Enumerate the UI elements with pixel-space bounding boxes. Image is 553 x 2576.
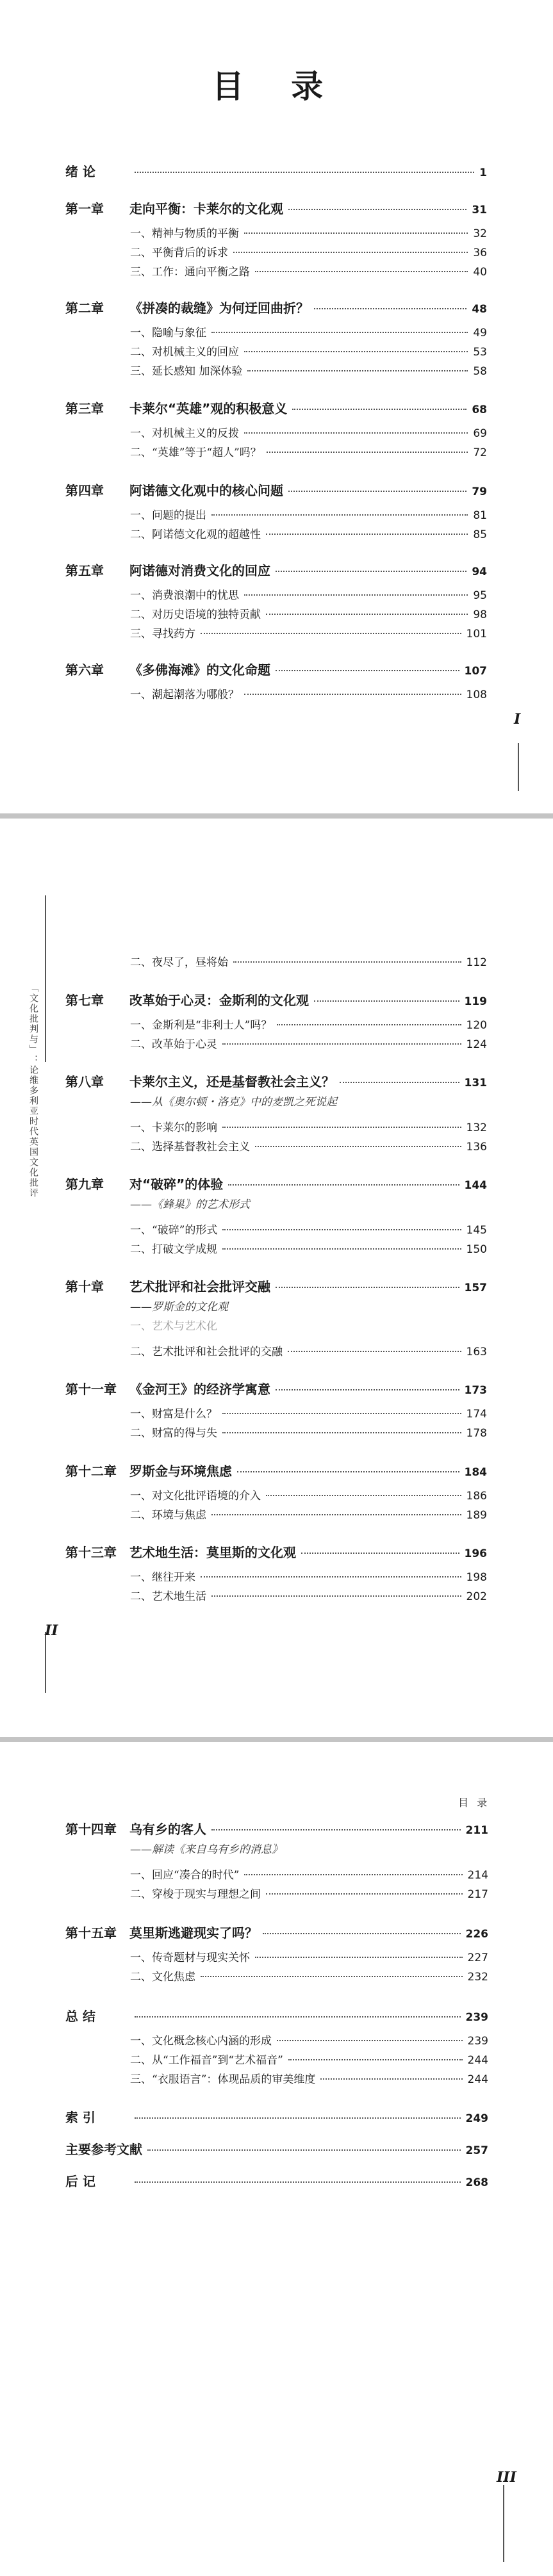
entry-label: 一、精神与物质的平衡: [130, 227, 239, 240]
page-number: 232: [467, 1971, 488, 1984]
entry-label: [65, 1923, 258, 1941]
entry-label: 一、传奇题材与现实关怀: [130, 1952, 250, 1964]
chapter-title: 莫里斯逃避现实了吗？: [129, 1925, 258, 1941]
leader-dots: [314, 308, 466, 309]
leader-dots: [233, 252, 468, 253]
page-number: 157: [464, 1282, 487, 1294]
series-side-text: 「文化批判与」：论维多利亚时代英国文化批评: [28, 983, 38, 1198]
chapter-title: 《金河王》的经济学寓意: [129, 1382, 270, 1397]
toc-section-entry[interactable]: [130, 1118, 487, 1134]
leader-dots: [255, 271, 468, 272]
entry-label: 二、从“工作福音”到“艺术福音”: [130, 2054, 283, 2067]
entry-label: [65, 199, 283, 217]
chapter-number: 第十三章: [65, 1545, 117, 1560]
page-number: 144: [464, 1179, 487, 1192]
page-number: 186: [466, 1490, 487, 1503]
page-number: 131: [464, 1077, 487, 1089]
toc-section-entry[interactable]: [130, 1221, 487, 1237]
toc-section-entry[interactable]: [130, 243, 487, 259]
leader-dots: [266, 614, 468, 615]
margin-rule: [503, 2485, 504, 2562]
toc-section-entry[interactable]: [130, 506, 487, 522]
leader-dots: [320, 2078, 462, 2080]
page-number: 32: [473, 227, 487, 240]
toc-section-entry[interactable]: [130, 953, 487, 969]
entry-label: [65, 2139, 142, 2158]
chapter-number: 第七章: [65, 993, 104, 1008]
entry-label: [65, 660, 270, 678]
margin-rule: [45, 1632, 46, 1693]
leader-dots: [244, 594, 468, 596]
entry-label: 二、环境与焦虑: [130, 1509, 206, 1522]
chapter-title: 阿诺德文化观中的核心问题: [129, 483, 283, 498]
toc-section-entry[interactable]: [130, 2032, 488, 2048]
leader-dots: [314, 1000, 459, 1002]
toc-section-entry[interactable]: [130, 1866, 488, 1882]
entry-label: 一、对机械主义的反拨: [130, 427, 239, 440]
chapter-number: 第十二章: [65, 1463, 117, 1479]
ghost-line: 一、艺术与艺术化: [130, 1320, 217, 1333]
leader-dots: [135, 2117, 461, 2119]
toc-section-entry[interactable]: [130, 1137, 487, 1153]
page-number: 244: [467, 2073, 488, 2086]
toc-chapter-entry[interactable]: [65, 298, 487, 316]
toc-subtitle: ——从《奥尔顿・洛克》中的麦凯之死说起: [130, 1096, 337, 1109]
page-number: 174: [466, 1408, 487, 1421]
running-head: 目 录: [458, 1797, 490, 1809]
entry-label: [65, 1276, 270, 1295]
toc-section-entry[interactable]: [130, 1424, 487, 1440]
chapter-title: 改革始于心灵：金斯利的文化观: [129, 993, 309, 1008]
margin-rule: [45, 895, 46, 1062]
toc-chapter-entry[interactable]: [65, 1819, 488, 1838]
entry-label: 一、卡莱尔的影响: [130, 1121, 217, 1134]
chapter-number: 主要参考文献: [65, 2142, 142, 2157]
leader-dots: [222, 1432, 461, 1433]
margin-rule: [518, 743, 519, 791]
entry-label: [65, 560, 270, 579]
page-number: 244: [467, 2054, 488, 2067]
entry-label: 一、隐喻与象征: [130, 327, 206, 339]
leader-dots: [222, 1127, 461, 1128]
page-number: 257: [465, 2144, 488, 2157]
page-number: 94: [472, 566, 487, 578]
toc-page-1: [0, 0, 553, 810]
entry-label: [65, 1819, 206, 1838]
toc-chapter-entry[interactable]: [65, 199, 487, 217]
entry-label: [65, 2107, 129, 2126]
toc-chapter-entry[interactable]: [65, 1379, 487, 1398]
entry-label: 二、选择基督教社会主义: [130, 1141, 250, 1153]
entry-label: 一、金斯利是“非利士人”吗？: [130, 1019, 272, 1032]
leader-dots: [237, 1471, 459, 1472]
chapter-title: 阿诺德对消费文化的回应: [129, 563, 270, 578]
toc-section-entry[interactable]: [130, 1948, 488, 1964]
chapter-number: 后 记: [65, 2174, 95, 2189]
chapter-title: 乌有乡的客人: [129, 1822, 206, 1837]
entry-label: 二、穿梭于现实与理想之间: [130, 1888, 261, 1901]
entry-label: [65, 298, 309, 316]
page-number: 178: [466, 1427, 487, 1440]
toc-section-entry[interactable]: [130, 224, 487, 240]
page-number: 226: [465, 1928, 488, 1941]
toc-subtitle: ——罗斯金的文化观: [130, 1301, 228, 1314]
page-number: 124: [466, 1038, 487, 1051]
leader-dots: [267, 452, 468, 453]
entry-label: 三、延长感知 加深体验: [130, 365, 243, 378]
chapter-title: 艺术地生活：莫里斯的文化观: [129, 1545, 296, 1560]
chapter-title: 艺术批评和社会批评交融: [129, 1279, 270, 1294]
page-number: 69: [473, 427, 487, 440]
leader-dots: [211, 332, 468, 333]
leader-dots: [222, 1043, 461, 1045]
page-number: 85: [473, 528, 487, 541]
chapter-title: 卡莱尔“英雄”观的积极意义: [129, 401, 288, 416]
page-number: 112: [466, 956, 487, 969]
toc-chapter-entry[interactable]: [65, 2006, 488, 2025]
leader-dots: [266, 1495, 461, 1496]
leader-dots: [277, 2040, 463, 2041]
page-separator: [0, 1737, 553, 1742]
entry-label: 二、文化焦虑: [130, 1971, 195, 1984]
toc-section-entry[interactable]: [130, 1240, 487, 1256]
leader-dots: [222, 1248, 461, 1250]
toc-page-3: [0, 1742, 553, 2576]
toc-chapter-entry[interactable]: [65, 660, 487, 678]
chapter-number: 第三章: [65, 401, 104, 416]
toc-section-entry[interactable]: [130, 1487, 487, 1503]
entry-label: 一、继往开来: [130, 1571, 195, 1584]
leader-dots: [244, 694, 461, 695]
leader-dots: [233, 961, 461, 963]
leader-dots: [247, 370, 468, 371]
toc-chapter-entry[interactable]: [65, 2107, 488, 2126]
toc-section-entry[interactable]: [130, 605, 487, 621]
chapter-number: 第十一章: [65, 1382, 117, 1397]
page-number: 48: [472, 303, 487, 316]
entry-label: 二、艺术地生活: [130, 1590, 206, 1603]
leader-dots: [211, 1595, 461, 1597]
toc-section-entry[interactable]: [130, 1968, 488, 1984]
page-number: 184: [464, 1466, 487, 1479]
toc-section-entry[interactable]: [130, 1016, 487, 1032]
toc-section-entry[interactable]: [130, 2070, 488, 2086]
page-number: 119: [464, 995, 487, 1008]
page-number: 81: [473, 509, 487, 522]
leader-dots: [135, 172, 474, 173]
entry-label: [65, 161, 129, 180]
leader-dots: [244, 1874, 462, 1875]
page-number: 202: [466, 1590, 487, 1603]
page-separator: [0, 813, 553, 819]
page-number: 72: [473, 446, 487, 459]
folio-1: I: [514, 711, 521, 728]
page-title: 目 录: [211, 68, 342, 105]
chapter-number: 第九章: [65, 1177, 104, 1192]
entry-label: 二、对历史语境的独特贡献: [130, 608, 261, 621]
leader-dots: [292, 409, 466, 410]
page-number: 120: [466, 1019, 487, 1032]
leader-dots: [135, 2016, 461, 2018]
entry-label: 二、夜尽了，昼将始: [130, 956, 228, 969]
entry-label: 二、改革始于心灵: [130, 1038, 217, 1051]
toc-section-entry[interactable]: [130, 343, 487, 359]
toc-section-entry[interactable]: [130, 263, 487, 279]
toc-subtitle: ——解读《来自乌有乡的消息》: [130, 1843, 283, 1856]
toc-section-entry[interactable]: [130, 1035, 487, 1051]
leader-dots: [244, 351, 468, 352]
page-number: 36: [473, 247, 487, 259]
page-number: 107: [464, 665, 487, 678]
page-number: 150: [466, 1243, 487, 1256]
toc-chapter-entry[interactable]: [65, 2139, 488, 2158]
toc-section-entry[interactable]: [130, 624, 487, 640]
page-number: 49: [473, 327, 487, 339]
entry-label: 二、财富的得与失: [130, 1427, 217, 1440]
page-number: 239: [467, 2035, 488, 2048]
toc-chapter-entry[interactable]: [65, 560, 487, 579]
page-number: 145: [466, 1224, 487, 1237]
page-number: 53: [473, 346, 487, 359]
leader-dots: [266, 1893, 463, 1895]
leader-dots: [222, 1413, 461, 1414]
leader-dots: [211, 1829, 461, 1830]
entry-label: [65, 1379, 270, 1398]
leader-dots: [288, 209, 466, 210]
chapter-title: 走向平衡：卡莱尔的文化观: [129, 201, 283, 216]
page-number: 1: [479, 167, 487, 179]
entry-label: 二、“英雄”等于“超人”吗？: [130, 446, 261, 459]
leader-dots: [276, 1389, 459, 1390]
leader-dots: [147, 2149, 461, 2151]
toc-chapter-entry[interactable]: [65, 2171, 488, 2190]
toc-chapter-entry[interactable]: [65, 480, 487, 499]
leader-dots: [277, 1024, 461, 1025]
leader-dots: [255, 1957, 463, 1958]
toc-chapter-entry[interactable]: [65, 161, 487, 180]
page-number: 132: [466, 1121, 487, 1134]
toc-chapter-entry[interactable]: [65, 1276, 487, 1295]
toc-section-entry[interactable]: [130, 1568, 487, 1584]
entry-label: 三、“衣服语言”：体现品质的审美维度: [130, 2073, 316, 2086]
toc-section-entry[interactable]: [130, 1587, 487, 1603]
page-number: 268: [465, 2176, 488, 2189]
toc-chapter-entry[interactable]: [65, 1542, 487, 1561]
chapter-title: 罗斯金与环境焦虑: [129, 1463, 232, 1479]
toc-section-entry[interactable]: [130, 1506, 487, 1522]
entry-label: 三、工作：通向平衡之路: [130, 266, 250, 279]
entry-label: 三、寻找药方: [130, 628, 195, 640]
entry-label: [65, 480, 283, 499]
page-number: 227: [467, 1952, 488, 1964]
entry-label: 一、财富是什么？: [130, 1408, 217, 1421]
toc-section-entry[interactable]: [130, 586, 487, 602]
toc-chapter-entry[interactable]: [65, 1461, 487, 1480]
leader-dots: [228, 1184, 459, 1186]
toc-chapter-entry[interactable]: [65, 1072, 487, 1090]
page-number: 163: [466, 1346, 487, 1358]
page-number: 217: [467, 1888, 488, 1901]
toc-section-entry[interactable]: [130, 362, 487, 378]
chapter-number: 绪 论: [65, 164, 95, 179]
toc-chapter-entry[interactable]: [65, 1174, 487, 1193]
page-number: 173: [464, 1384, 487, 1397]
page-number: 98: [473, 608, 487, 621]
page-number: 58: [473, 365, 487, 378]
toc-section-entry[interactable]: [130, 1885, 488, 1901]
toc-section-entry[interactable]: [130, 1342, 487, 1358]
toc-chapter-entry[interactable]: [65, 1923, 488, 1941]
leader-dots: [201, 1576, 461, 1577]
entry-label: [65, 2006, 129, 2025]
chapter-title: 卡莱尔主义，还是基督教社会主义？: [129, 1074, 334, 1089]
chapter-title: 《多佛海滩》的文化命题: [129, 662, 270, 678]
entry-label: 一、文化概念核心内涵的形成: [130, 2035, 272, 2048]
entry-label: 一、潮起潮落为哪般？: [130, 689, 239, 701]
leader-dots: [244, 432, 468, 434]
page-number: 198: [466, 1571, 487, 1584]
toc-chapter-entry[interactable]: [65, 990, 487, 1009]
entry-label: 二、平衡背后的诉求: [130, 247, 228, 259]
page-number: 136: [466, 1141, 487, 1153]
page-number: 31: [472, 204, 487, 216]
chapter-number: 第十四章: [65, 1822, 117, 1837]
toc-section-entry[interactable]: [130, 525, 487, 541]
toc-subtitle: ——《蜂巢》的艺术形式: [130, 1198, 250, 1211]
chapter-number: 索 引: [65, 2110, 95, 2125]
leader-dots: [255, 1146, 461, 1147]
toc-section-entry[interactable]: [130, 443, 487, 459]
entry-label: 一、回应“凑合的时代”: [130, 1869, 240, 1882]
leader-dots: [211, 1514, 461, 1515]
entry-label: 二、阿诺德文化观的超越性: [130, 528, 261, 541]
chapter-number: 第一章: [65, 201, 104, 216]
chapter-number: 第十章: [65, 1279, 104, 1294]
page-number: 249: [465, 2112, 488, 2125]
entry-label: [65, 990, 309, 1009]
leader-dots: [135, 2181, 461, 2183]
chapter-number: 第五章: [65, 563, 104, 578]
toc-chapter-entry[interactable]: [65, 398, 487, 417]
page-number: 40: [473, 266, 487, 279]
leader-dots: [288, 1351, 461, 1352]
entry-label: [65, 2171, 129, 2190]
entry-label: 二、打破文学成规: [130, 1243, 217, 1256]
entry-label: 一、问题的提出: [130, 509, 206, 522]
leader-dots: [222, 1229, 461, 1230]
chapter-number: 第八章: [65, 1074, 104, 1089]
toc-section-entry[interactable]: [130, 1405, 487, 1421]
entry-label: 二、艺术批评和社会批评的交融: [130, 1346, 283, 1358]
entry-label: [65, 1072, 334, 1090]
entry-label: [65, 1461, 232, 1480]
chapter-number: 第十五章: [65, 1925, 117, 1941]
folio-3: III: [497, 2469, 516, 2486]
toc-section-entry[interactable]: [130, 424, 487, 440]
entry-label: 一、“破碎”的形式: [130, 1224, 218, 1237]
page-number: 196: [464, 1547, 487, 1560]
page-number: 211: [465, 1824, 488, 1837]
page-number: 68: [472, 404, 487, 416]
folio-2: II: [45, 1622, 58, 1639]
page-number: 101: [466, 628, 487, 640]
entry-label: 二、对机械主义的回应: [130, 346, 239, 359]
entry-label: 一、对文化批评语境的介入: [130, 1490, 261, 1503]
leader-dots: [340, 1082, 459, 1083]
leader-dots: [263, 1933, 461, 1934]
entry-label: 一、消费浪潮中的忧思: [130, 589, 239, 602]
leader-dots: [211, 514, 468, 516]
leader-dots: [201, 1976, 463, 1977]
toc-page-2: [0, 819, 553, 1736]
leader-dots: [244, 232, 468, 234]
leader-dots: [266, 534, 468, 535]
page-number: 95: [473, 589, 487, 602]
page-number: 239: [465, 2011, 488, 2024]
leader-dots: [288, 2059, 463, 2060]
page-number: 214: [467, 1869, 488, 1882]
entry-label: [65, 1542, 296, 1561]
entry-label: [65, 398, 287, 417]
chapter-number: 第四章: [65, 483, 104, 498]
entry-label: [65, 1174, 223, 1193]
leader-dots: [276, 1287, 459, 1288]
leader-dots: [288, 491, 466, 492]
toc-section-entry[interactable]: [130, 685, 487, 701]
page-number: 79: [472, 485, 487, 498]
chapter-number: 总 结: [65, 2009, 95, 2024]
leader-dots: [301, 1553, 459, 1554]
chapter-number: 第二章: [65, 300, 104, 316]
chapter-number: 第六章: [65, 662, 104, 678]
page-number: 108: [466, 689, 487, 701]
leader-dots: [276, 571, 466, 572]
toc-section-entry[interactable]: [130, 2051, 488, 2067]
leader-dots: [201, 633, 461, 634]
chapter-title: 对“破碎”的体验: [129, 1177, 224, 1192]
chapter-title: 《拼凑的裁缝》为何迂回曲折？: [129, 300, 309, 316]
toc-section-entry[interactable]: [130, 323, 487, 339]
page-number: 189: [466, 1509, 487, 1522]
leader-dots: [276, 670, 459, 671]
